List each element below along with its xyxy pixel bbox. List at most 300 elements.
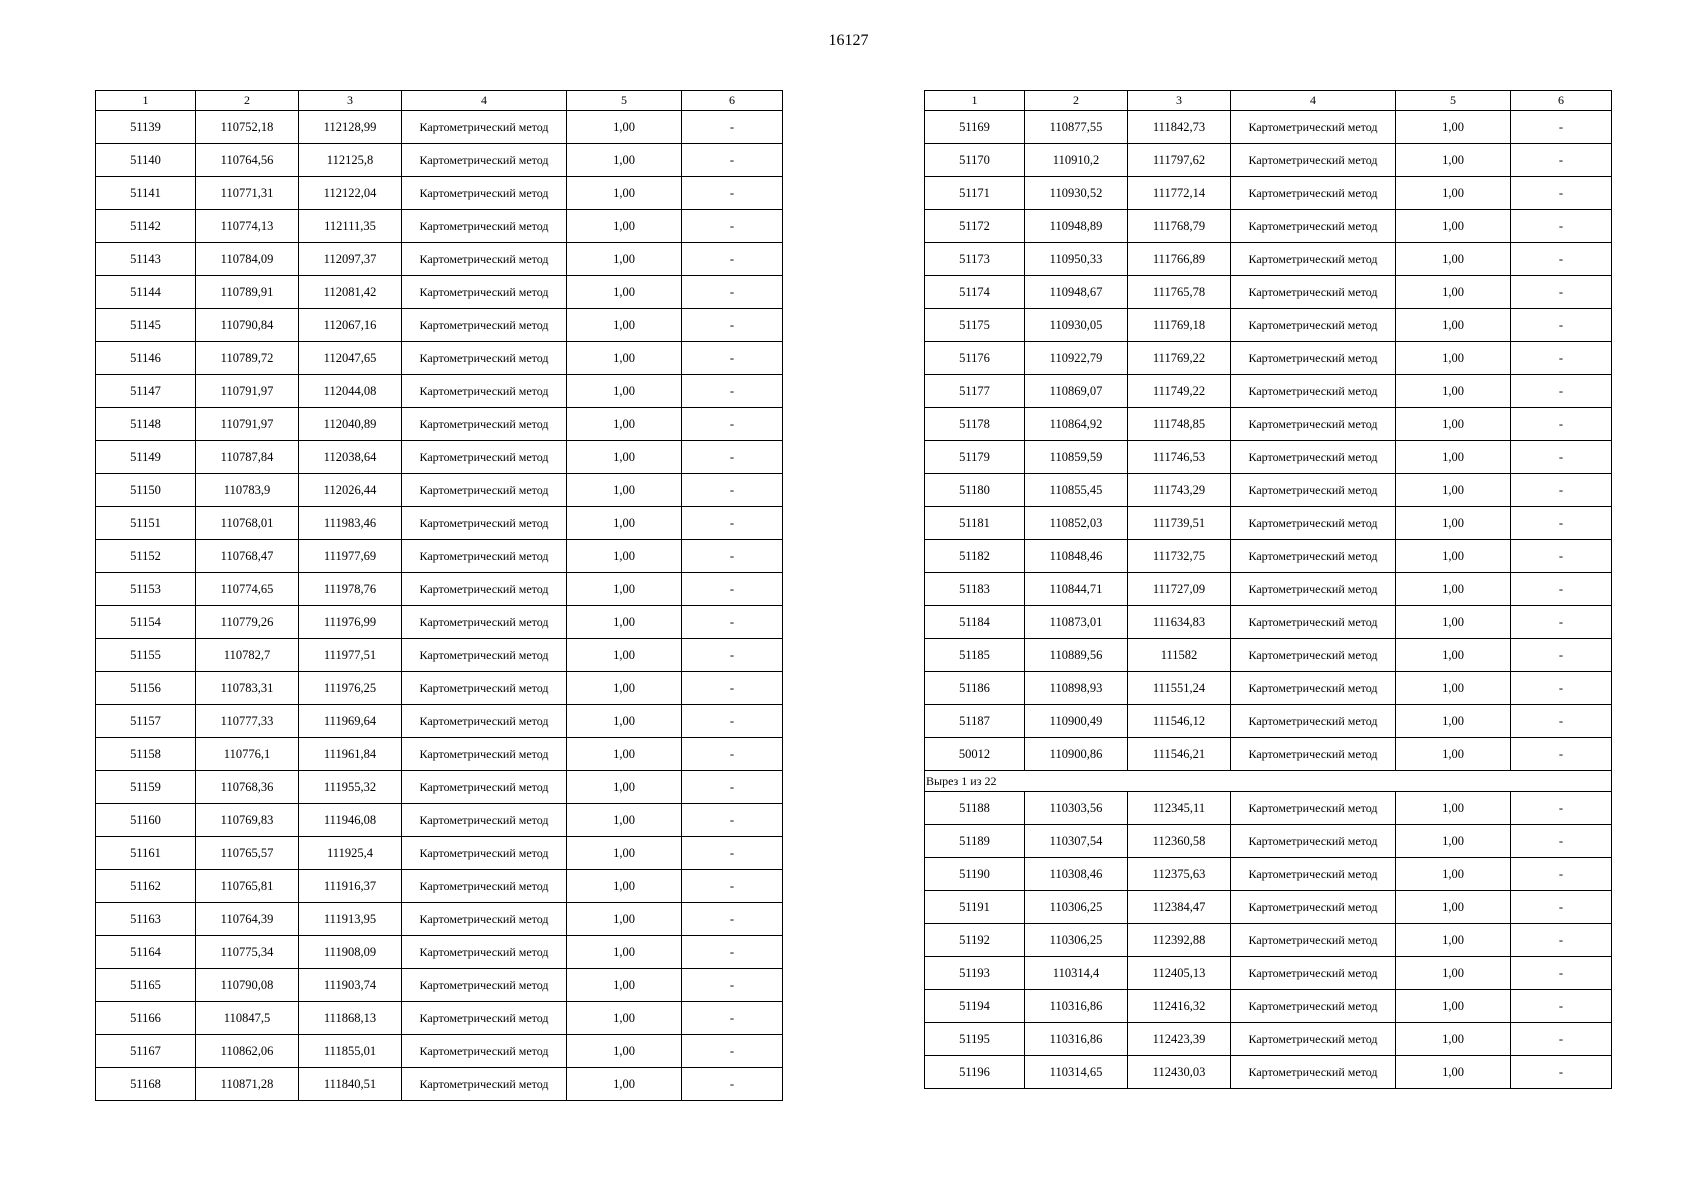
method-cell: Картометрический метод (1231, 243, 1396, 276)
y-coordinate-cell: 111840,51 (299, 1068, 402, 1101)
point-number-cell: 51171 (925, 177, 1025, 210)
method-cell: Картометрический метод (402, 705, 567, 738)
y-coordinate-cell: 111546,12 (1128, 705, 1231, 738)
point-number-cell: 51168 (96, 1068, 196, 1101)
y-coordinate-cell: 112038,64 (299, 441, 402, 474)
x-coordinate-cell: 110774,13 (196, 210, 299, 243)
note-cell: - (682, 771, 783, 804)
accuracy-cell: 1,00 (1396, 573, 1511, 606)
y-coordinate-cell: 111842,73 (1128, 111, 1231, 144)
accuracy-cell: 1,00 (1396, 507, 1511, 540)
accuracy-cell: 1,00 (1396, 243, 1511, 276)
note-cell: - (682, 441, 783, 474)
table-row (925, 243, 1612, 276)
y-coordinate-cell: 112405,13 (1128, 957, 1231, 990)
x-coordinate-cell: 110316,86 (1025, 1023, 1128, 1056)
method-cell: Картометрический метод (1231, 705, 1396, 738)
table-row (96, 969, 783, 1002)
table-row (925, 990, 1612, 1023)
right-coordinates-table (924, 90, 1612, 1089)
table-row (925, 507, 1612, 540)
accuracy-cell: 1,00 (1396, 825, 1511, 858)
accuracy-cell: 1,00 (567, 738, 682, 771)
table-row (925, 792, 1612, 825)
note-cell: - (1511, 825, 1612, 858)
y-coordinate-cell: 111868,13 (299, 1002, 402, 1035)
method-cell: Картометрический метод (402, 870, 567, 903)
x-coordinate-cell: 110910,2 (1025, 144, 1128, 177)
point-number-cell: 51160 (96, 804, 196, 837)
point-number-cell: 51169 (925, 111, 1025, 144)
point-number-cell: 51181 (925, 507, 1025, 540)
x-coordinate-cell: 110877,55 (1025, 111, 1128, 144)
y-coordinate-cell: 111769,18 (1128, 309, 1231, 342)
note-cell: - (1511, 957, 1612, 990)
accuracy-cell: 1,00 (567, 309, 682, 342)
note-cell: - (682, 210, 783, 243)
table-row (925, 177, 1612, 210)
note-cell: - (682, 936, 783, 969)
point-number-cell: 51152 (96, 540, 196, 573)
x-coordinate-cell: 110768,47 (196, 540, 299, 573)
note-cell: - (682, 144, 783, 177)
x-coordinate-cell: 110873,01 (1025, 606, 1128, 639)
right-table-header-row (925, 91, 1612, 111)
x-coordinate-cell: 110308,46 (1025, 858, 1128, 891)
right-table-body-part-a (925, 111, 1612, 771)
method-cell: Картометрический метод (402, 672, 567, 705)
y-coordinate-cell: 112345,11 (1128, 792, 1231, 825)
table-row (96, 342, 783, 375)
x-coordinate-cell: 110314,65 (1025, 1056, 1128, 1089)
table-row (925, 111, 1612, 144)
x-coordinate-cell: 110789,72 (196, 342, 299, 375)
x-coordinate-cell: 110765,57 (196, 837, 299, 870)
y-coordinate-cell: 112128,99 (299, 111, 402, 144)
x-coordinate-cell: 110764,56 (196, 144, 299, 177)
note-cell: - (1511, 606, 1612, 639)
point-number-cell: 51190 (925, 858, 1025, 891)
note-cell: - (1511, 474, 1612, 507)
method-cell: Картометрический метод (402, 969, 567, 1002)
note-cell: - (1511, 639, 1612, 672)
point-number-cell: 51148 (96, 408, 196, 441)
x-coordinate-cell: 110316,86 (1025, 990, 1128, 1023)
method-cell: Картометрический метод (1231, 825, 1396, 858)
accuracy-cell: 1,00 (1396, 342, 1511, 375)
table-row (96, 804, 783, 837)
point-number-cell: 51162 (96, 870, 196, 903)
note-cell: - (1511, 1056, 1612, 1089)
x-coordinate-cell: 110869,07 (1025, 375, 1128, 408)
table-row (96, 1002, 783, 1035)
method-cell: Картометрический метод (1231, 111, 1396, 144)
method-cell: Картометрический метод (402, 1068, 567, 1101)
method-cell: Картометрический метод (402, 738, 567, 771)
table-row (96, 573, 783, 606)
point-number-cell: 51194 (925, 990, 1025, 1023)
point-number-cell: 51180 (925, 474, 1025, 507)
point-number-cell: 51158 (96, 738, 196, 771)
x-coordinate-cell: 110769,83 (196, 804, 299, 837)
method-cell: Картометрический метод (1231, 507, 1396, 540)
point-number-cell: 51174 (925, 276, 1025, 309)
note-cell: - (1511, 1023, 1612, 1056)
method-cell: Картометрический метод (1231, 738, 1396, 771)
y-coordinate-cell: 112026,44 (299, 474, 402, 507)
table-row (925, 375, 1612, 408)
column-header-1: 1 (925, 91, 1025, 111)
point-number-cell: 51189 (925, 825, 1025, 858)
table-row (96, 606, 783, 639)
x-coordinate-cell: 110306,25 (1025, 891, 1128, 924)
table-row (96, 639, 783, 672)
point-number-cell: 51172 (925, 210, 1025, 243)
table-row (925, 705, 1612, 738)
table-row (96, 1068, 783, 1101)
point-number-cell: 51155 (96, 639, 196, 672)
point-number-cell: 51146 (96, 342, 196, 375)
note-cell: - (682, 837, 783, 870)
method-cell: Картометрический метод (402, 375, 567, 408)
point-number-cell: 51163 (96, 903, 196, 936)
y-coordinate-cell: 111732,75 (1128, 540, 1231, 573)
accuracy-cell: 1,00 (567, 1068, 682, 1101)
table-row (925, 276, 1612, 309)
accuracy-cell: 1,00 (1396, 375, 1511, 408)
method-cell: Картометрический метод (402, 507, 567, 540)
point-number-cell: 51164 (96, 936, 196, 969)
y-coordinate-cell: 111582 (1128, 639, 1231, 672)
note-cell: - (682, 738, 783, 771)
point-number-cell: 51139 (96, 111, 196, 144)
x-coordinate-cell: 110855,45 (1025, 474, 1128, 507)
x-coordinate-cell: 110307,54 (1025, 825, 1128, 858)
note-cell: - (1511, 111, 1612, 144)
y-coordinate-cell: 111908,09 (299, 936, 402, 969)
column-header-6: 6 (1511, 91, 1612, 111)
page-number: 16127 (828, 32, 869, 49)
note-cell: - (682, 870, 783, 903)
y-coordinate-cell: 111768,79 (1128, 210, 1231, 243)
y-coordinate-cell: 111976,99 (299, 606, 402, 639)
accuracy-cell: 1,00 (567, 210, 682, 243)
table-row (925, 540, 1612, 573)
note-cell: - (1511, 276, 1612, 309)
table-row (925, 639, 1612, 672)
x-coordinate-cell: 110783,31 (196, 672, 299, 705)
accuracy-cell: 1,00 (1396, 177, 1511, 210)
method-cell: Картометрический метод (402, 639, 567, 672)
y-coordinate-cell: 111551,24 (1128, 672, 1231, 705)
accuracy-cell: 1,00 (1396, 891, 1511, 924)
accuracy-cell: 1,00 (1396, 705, 1511, 738)
accuracy-cell: 1,00 (567, 276, 682, 309)
note-cell: - (682, 606, 783, 639)
accuracy-cell: 1,00 (1396, 924, 1511, 957)
point-number-cell: 50012 (925, 738, 1025, 771)
method-cell: Картометрический метод (1231, 573, 1396, 606)
y-coordinate-cell: 112423,39 (1128, 1023, 1231, 1056)
table-row (925, 144, 1612, 177)
method-cell: Картометрический метод (1231, 1056, 1396, 1089)
accuracy-cell: 1,00 (1396, 738, 1511, 771)
table-row (925, 738, 1612, 771)
note-cell: - (682, 969, 783, 1002)
accuracy-cell: 1,00 (567, 639, 682, 672)
y-coordinate-cell: 112067,16 (299, 309, 402, 342)
accuracy-cell: 1,00 (1396, 957, 1511, 990)
x-coordinate-cell: 110950,33 (1025, 243, 1128, 276)
note-cell: - (1511, 309, 1612, 342)
accuracy-cell: 1,00 (567, 705, 682, 738)
point-number-cell: 51182 (925, 540, 1025, 573)
note-cell: - (1511, 573, 1612, 606)
accuracy-cell: 1,00 (1396, 210, 1511, 243)
note-cell: - (682, 507, 783, 540)
section-row (925, 771, 1612, 792)
method-cell: Картометрический метод (402, 309, 567, 342)
x-coordinate-cell: 110790,84 (196, 309, 299, 342)
point-number-cell: 51167 (96, 1035, 196, 1068)
note-cell: - (682, 342, 783, 375)
note-cell: - (682, 804, 783, 837)
y-coordinate-cell: 111739,51 (1128, 507, 1231, 540)
y-coordinate-cell: 111903,74 (299, 969, 402, 1002)
method-cell: Картометрический метод (1231, 957, 1396, 990)
point-number-cell: 51170 (925, 144, 1025, 177)
accuracy-cell: 1,00 (1396, 111, 1511, 144)
x-coordinate-cell: 110774,65 (196, 573, 299, 606)
right-table-body-part-b (925, 792, 1612, 1089)
point-number-cell: 51140 (96, 144, 196, 177)
accuracy-cell: 1,00 (567, 837, 682, 870)
x-coordinate-cell: 110848,46 (1025, 540, 1128, 573)
y-coordinate-cell: 111913,95 (299, 903, 402, 936)
table-row (96, 903, 783, 936)
note-cell: - (682, 375, 783, 408)
method-cell: Картометрический метод (402, 144, 567, 177)
accuracy-cell: 1,00 (1396, 858, 1511, 891)
column-header-2: 2 (196, 91, 299, 111)
accuracy-cell: 1,00 (567, 441, 682, 474)
x-coordinate-cell: 110771,31 (196, 177, 299, 210)
table-row (925, 342, 1612, 375)
column-header-3: 3 (299, 91, 402, 111)
table-row (925, 1056, 1612, 1089)
accuracy-cell: 1,00 (567, 540, 682, 573)
accuracy-cell: 1,00 (567, 771, 682, 804)
note-cell: - (1511, 990, 1612, 1023)
note-cell: - (682, 111, 783, 144)
note-cell: - (1511, 177, 1612, 210)
note-cell: - (1511, 144, 1612, 177)
x-coordinate-cell: 110779,26 (196, 606, 299, 639)
x-coordinate-cell: 110777,33 (196, 705, 299, 738)
method-cell: Картометрический метод (402, 1035, 567, 1068)
accuracy-cell: 1,00 (567, 177, 682, 210)
point-number-cell: 51185 (925, 639, 1025, 672)
left-table-header-row (96, 91, 783, 111)
x-coordinate-cell: 110898,93 (1025, 672, 1128, 705)
method-cell: Картометрический метод (1231, 309, 1396, 342)
x-coordinate-cell: 110782,7 (196, 639, 299, 672)
point-number-cell: 51176 (925, 342, 1025, 375)
method-cell: Картометрический метод (1231, 1023, 1396, 1056)
method-cell: Картометрический метод (1231, 924, 1396, 957)
accuracy-cell: 1,00 (1396, 606, 1511, 639)
accuracy-cell: 1,00 (567, 573, 682, 606)
y-coordinate-cell: 111977,69 (299, 540, 402, 573)
table-row (925, 891, 1612, 924)
x-coordinate-cell: 110306,25 (1025, 924, 1128, 957)
accuracy-cell: 1,00 (1396, 144, 1511, 177)
x-coordinate-cell: 110922,79 (1025, 342, 1128, 375)
method-cell: Картометрический метод (1231, 210, 1396, 243)
column-header-4: 4 (1231, 91, 1396, 111)
point-number-cell: 51183 (925, 573, 1025, 606)
point-number-cell: 51177 (925, 375, 1025, 408)
method-cell: Картометрический метод (1231, 441, 1396, 474)
point-number-cell: 51188 (925, 792, 1025, 825)
method-cell: Картометрический метод (402, 111, 567, 144)
table-row (925, 957, 1612, 990)
x-coordinate-cell: 110889,56 (1025, 639, 1128, 672)
note-cell: - (682, 276, 783, 309)
accuracy-cell: 1,00 (567, 375, 682, 408)
method-cell: Картометрический метод (402, 243, 567, 276)
table-row (96, 111, 783, 144)
table-row (925, 672, 1612, 705)
note-cell: - (1511, 924, 1612, 957)
method-cell: Картометрический метод (402, 837, 567, 870)
accuracy-cell: 1,00 (567, 243, 682, 276)
note-cell: - (682, 639, 783, 672)
method-cell: Картометрический метод (1231, 792, 1396, 825)
accuracy-cell: 1,00 (567, 342, 682, 375)
accuracy-cell: 1,00 (1396, 408, 1511, 441)
y-coordinate-cell: 111955,32 (299, 771, 402, 804)
note-cell: - (682, 1035, 783, 1068)
table-row (96, 540, 783, 573)
x-coordinate-cell: 110303,56 (1025, 792, 1128, 825)
accuracy-cell: 1,00 (567, 1002, 682, 1035)
point-number-cell: 51192 (925, 924, 1025, 957)
y-coordinate-cell: 112047,65 (299, 342, 402, 375)
note-cell: - (682, 177, 783, 210)
y-coordinate-cell: 112416,32 (1128, 990, 1231, 1023)
point-number-cell: 51154 (96, 606, 196, 639)
note-cell: - (1511, 408, 1612, 441)
y-coordinate-cell: 112392,88 (1128, 924, 1231, 957)
x-coordinate-cell: 110768,01 (196, 507, 299, 540)
point-number-cell: 51191 (925, 891, 1025, 924)
accuracy-cell: 1,00 (1396, 276, 1511, 309)
y-coordinate-cell: 111749,22 (1128, 375, 1231, 408)
x-coordinate-cell: 110765,81 (196, 870, 299, 903)
note-cell: - (1511, 375, 1612, 408)
accuracy-cell: 1,00 (1396, 672, 1511, 705)
left-table-container (95, 90, 782, 1101)
method-cell: Картометрический метод (402, 903, 567, 936)
method-cell: Картометрический метод (1231, 342, 1396, 375)
note-cell: - (682, 705, 783, 738)
method-cell: Картометрический метод (1231, 891, 1396, 924)
point-number-cell: 51186 (925, 672, 1025, 705)
y-coordinate-cell: 112044,08 (299, 375, 402, 408)
point-number-cell: 51151 (96, 507, 196, 540)
accuracy-cell: 1,00 (567, 606, 682, 639)
table-row (96, 441, 783, 474)
x-coordinate-cell: 110314,4 (1025, 957, 1128, 990)
y-coordinate-cell: 112040,89 (299, 408, 402, 441)
x-coordinate-cell: 110791,97 (196, 375, 299, 408)
point-number-cell: 51142 (96, 210, 196, 243)
x-coordinate-cell: 110864,92 (1025, 408, 1128, 441)
accuracy-cell: 1,00 (567, 804, 682, 837)
table-row (96, 705, 783, 738)
table-row (925, 441, 1612, 474)
note-cell: - (682, 474, 783, 507)
table-row (96, 837, 783, 870)
table-row (96, 507, 783, 540)
method-cell: Картометрический метод (1231, 375, 1396, 408)
x-coordinate-cell: 110776,1 (196, 738, 299, 771)
x-coordinate-cell: 110791,97 (196, 408, 299, 441)
method-cell: Картометрический метод (1231, 408, 1396, 441)
accuracy-cell: 1,00 (567, 870, 682, 903)
accuracy-cell: 1,00 (567, 969, 682, 1002)
table-row (96, 276, 783, 309)
note-cell: - (682, 540, 783, 573)
method-cell: Картометрический метод (402, 936, 567, 969)
point-number-cell: 51187 (925, 705, 1025, 738)
method-cell: Картометрический метод (1231, 177, 1396, 210)
table-row (925, 309, 1612, 342)
y-coordinate-cell: 111634,83 (1128, 606, 1231, 639)
y-coordinate-cell: 111969,64 (299, 705, 402, 738)
table-row (96, 936, 783, 969)
y-coordinate-cell: 112081,42 (299, 276, 402, 309)
accuracy-cell: 1,00 (567, 144, 682, 177)
point-number-cell: 51149 (96, 441, 196, 474)
table-row (96, 177, 783, 210)
y-coordinate-cell: 111748,85 (1128, 408, 1231, 441)
x-coordinate-cell: 110784,09 (196, 243, 299, 276)
note-cell: - (1511, 210, 1612, 243)
note-cell: - (1511, 858, 1612, 891)
accuracy-cell: 1,00 (1396, 1056, 1511, 1089)
accuracy-cell: 1,00 (1396, 540, 1511, 573)
y-coordinate-cell: 111978,76 (299, 573, 402, 606)
point-number-cell: 51144 (96, 276, 196, 309)
x-coordinate-cell: 110948,67 (1025, 276, 1128, 309)
method-cell: Картометрический метод (1231, 639, 1396, 672)
point-number-cell: 51196 (925, 1056, 1025, 1089)
table-row (96, 210, 783, 243)
note-cell: - (1511, 891, 1612, 924)
table-row (925, 1023, 1612, 1056)
method-cell: Картометрический метод (402, 1002, 567, 1035)
point-number-cell: 51145 (96, 309, 196, 342)
column-header-6: 6 (682, 91, 783, 111)
note-cell: - (682, 903, 783, 936)
left-table-body (96, 111, 783, 1101)
y-coordinate-cell: 111977,51 (299, 639, 402, 672)
y-coordinate-cell: 111916,37 (299, 870, 402, 903)
method-cell: Картометрический метод (402, 771, 567, 804)
table-row (96, 474, 783, 507)
